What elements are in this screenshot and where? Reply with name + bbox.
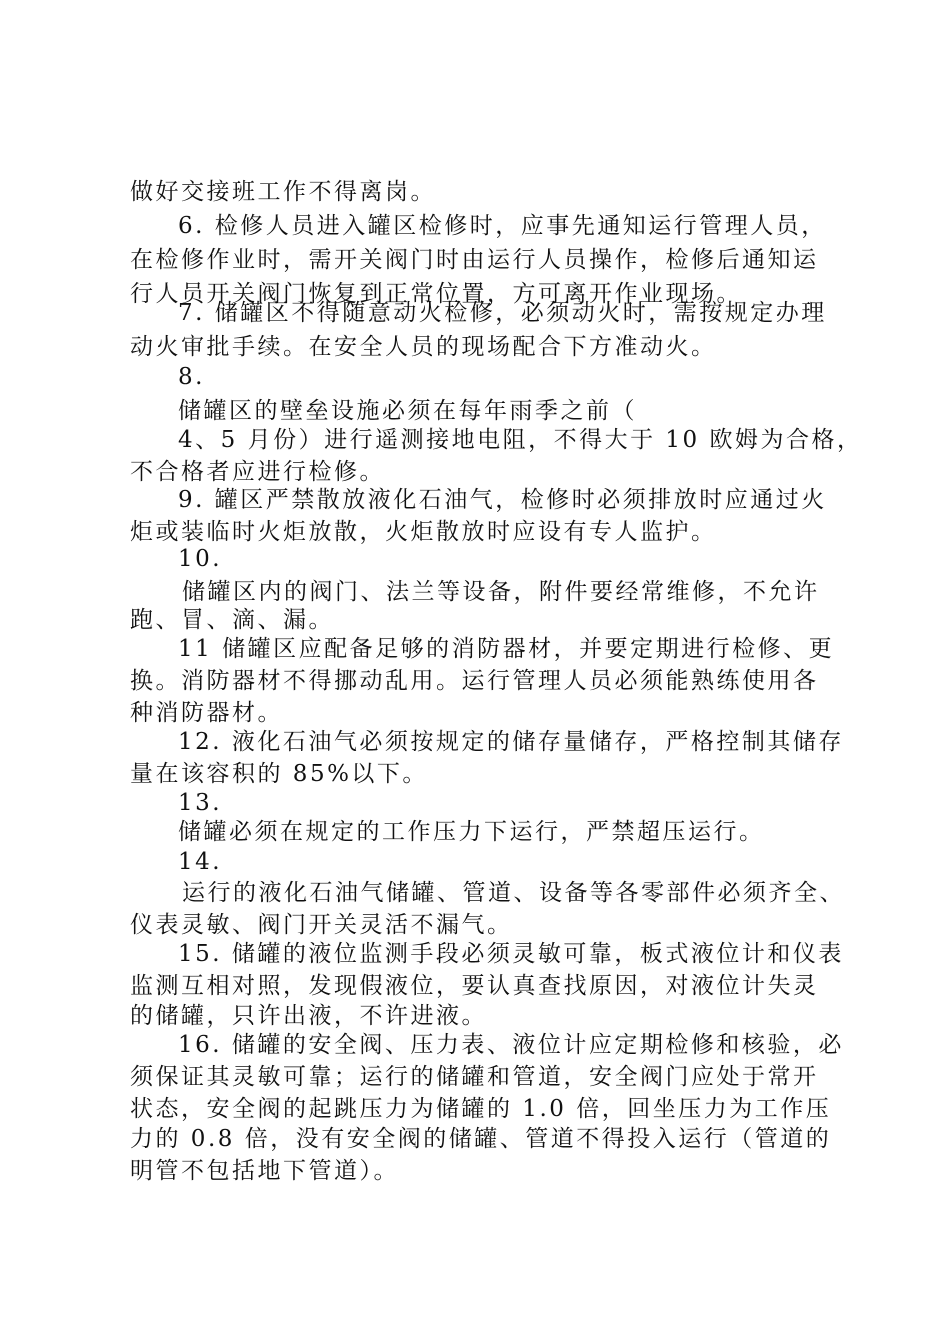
text-line: 跑、冒、滴、漏。	[130, 607, 334, 633]
text-line: 行人员开关阀门恢复到正常位置，方可离开作业现场。	[130, 281, 742, 307]
text-line: 不合格者应进行检修。	[130, 459, 385, 485]
text-line: 须保证其灵敏可靠；运行的储罐和管道，安全阀门应处于常开	[130, 1064, 819, 1090]
text-line: 储罐必须在规定的工作压力下运行，严禁超压运行。	[178, 819, 765, 845]
text-line: 7. 储罐区不得随意动火检修，必须动火时，需按规定办理	[178, 300, 827, 326]
text-line: 12. 液化石油气必须按规定的储存量储存，严格控制其储存	[178, 729, 844, 755]
text-line: 储罐区的壁垒设施必须在每年雨季之前（	[178, 398, 637, 424]
text-line: 炬或装临时火炬放散，火炬散放时应设有专人监护。	[130, 519, 717, 545]
text-line: 明管不包括地下管道）。	[130, 1158, 399, 1184]
text-line: 15. 储罐的液位监测手段必须灵敏可靠，板式液位计和仪表	[178, 941, 844, 967]
text-line: 6. 检修人员进入罐区检修时，应事先通知运行管理人员，	[178, 213, 827, 239]
text-line: 种消防器材。	[130, 700, 283, 726]
text-line: 8.	[178, 364, 205, 390]
text-line: 运行的液化石油气储罐、管道、设备等各零部件必须齐全、	[182, 880, 845, 906]
text-line: 力的 0.8 倍，没有安全阀的储罐、管道不得投入运行（管道的	[130, 1126, 832, 1152]
text-line: 10.	[178, 546, 223, 572]
text-line: 换。消防器材不得挪动乱用。运行管理人员必须能熟练使用各	[130, 668, 819, 694]
text-line: 做好交接班工作不得离岗。	[130, 179, 436, 205]
text-line: 监测互相对照，发现假液位，要认真查找原因，对液位计失灵	[130, 973, 819, 999]
text-line: 量在该容积的 85%以下。	[130, 761, 428, 787]
text-line: 的储罐，只许出液，不许进液。	[130, 1003, 487, 1029]
text-line: 在检修作业时，需开关阀门时由运行人员操作，检修后通知运	[130, 247, 819, 273]
text-line: 状态，安全阀的起跳压力为储罐的 1.0 倍，回坐压力为工作压	[130, 1096, 832, 1122]
text-line: 4、5 月份）进行遥测接地电阻，不得大于 10 欧姆为合格，	[178, 427, 863, 453]
text-line: 16. 储罐的安全阀、压力表、液位计应定期检修和核验，必	[178, 1032, 844, 1058]
text-line: 14.	[178, 849, 223, 875]
text-line: 仪表灵敏、阀门开关灵活不漏气。	[130, 912, 513, 938]
text-line: 9. 罐区严禁散放液化石油气，检修时必须排放时应通过火	[178, 487, 827, 513]
text-line: 13.	[178, 790, 223, 816]
text-line: 动火审批手续。在安全人员的现场配合下方准动火。	[130, 334, 717, 360]
text-line: 11 储罐区应配备足够的消防器材，并要定期进行检修、更	[178, 636, 835, 662]
text-line: 储罐区内的阀门、法兰等设备，附件要经常维修，不允许	[182, 579, 820, 605]
